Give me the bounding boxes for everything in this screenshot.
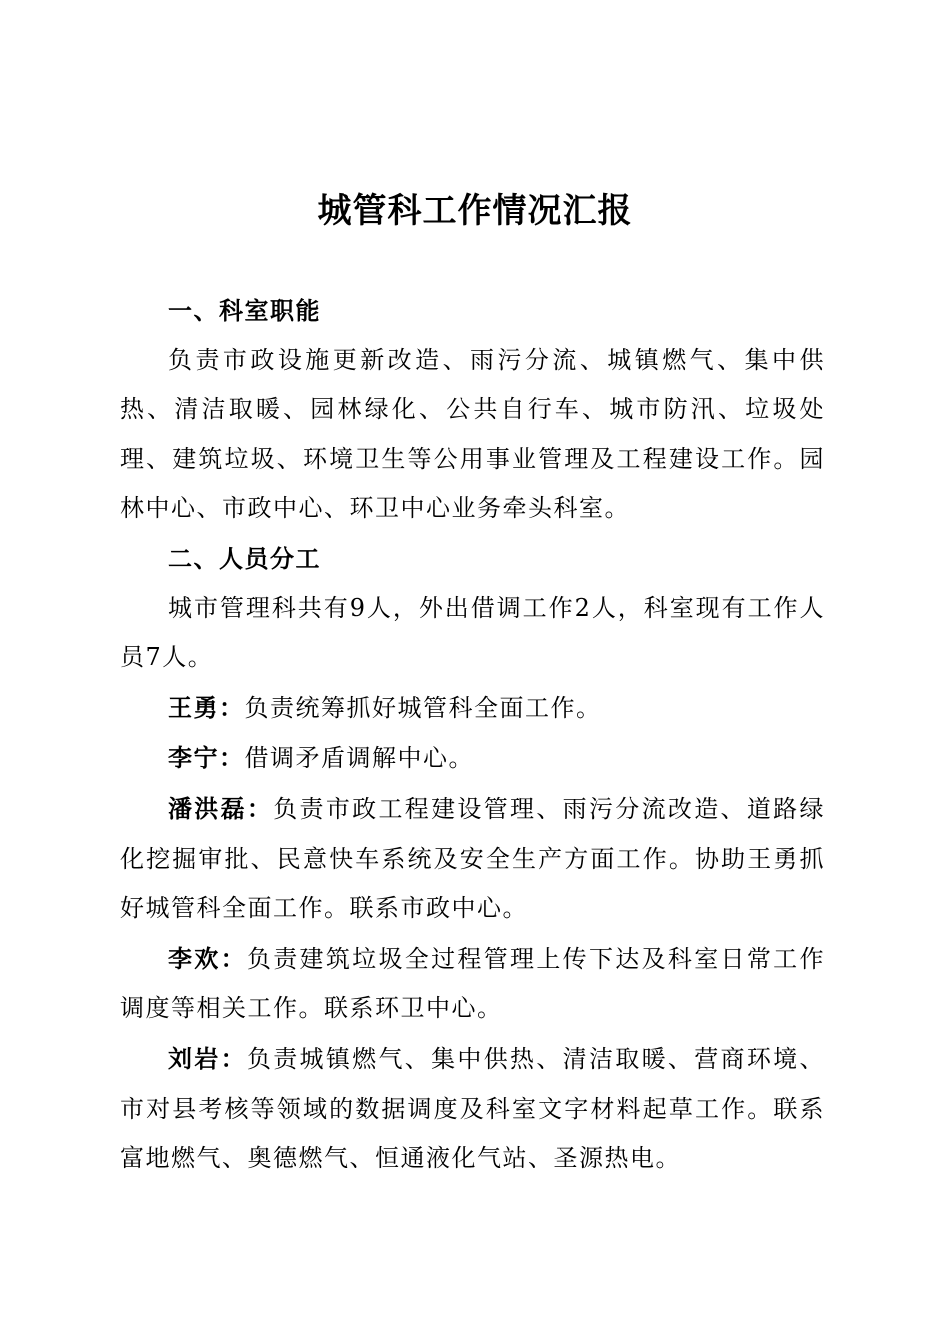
staff-paragraph-wang-yong <box>120 683 825 734</box>
staff-paragraph-pan-honglei <box>120 784 825 934</box>
staff-duty: 负责统筹抓好城管科全面工作。 <box>244 693 602 722</box>
staff-name: 王勇： <box>168 692 245 722</box>
section-heading-functions: 一、科室职能 <box>168 296 321 325</box>
staff-paragraph-li-huan <box>120 934 825 1034</box>
staff-duty: 负责市政工程建设管理、雨污分流改造、道路绿化挖掘审批、民意快车系统及安全生产方面工作。协助王勇抓好城管科全面工作。联系市政中心。 <box>120 794 825 923</box>
staff-duty: 借调矛盾调解中心。 <box>244 744 474 773</box>
staff-duty: 负责建筑垃圾全过程管理上传下达及科室日常工作调度等相关工作。联系环卫中心。 <box>120 944 825 1023</box>
staff-paragraph-li-ning <box>120 733 825 784</box>
section-heading-staffing: 二、人员分工 <box>168 543 321 573</box>
staff-name: 李欢： <box>168 943 247 973</box>
document-title: 城管科工作情况汇报 <box>317 191 633 231</box>
staff-name: 潘洪磊： <box>168 793 274 823</box>
document-body <box>120 286 825 1184</box>
staff-paragraph-liu-yan <box>120 1034 825 1184</box>
functions-paragraph: 负责市政设施更新改造、雨污分流、城镇燃气、集中供热、清洁取暖、园林绿化、公共自行车、城市防汛、垃圾处理、建筑垃圾、环境卫生等公用事业管理及工程建设工作。园林中心、市政中心、环卫中心业务牵头科室。 <box>120 345 825 523</box>
staff-name: 李宁： <box>168 743 245 773</box>
staff-duty: 负责城镇燃气、集中供热、清洁取暖、营商环境、市对县考核等领域的数据调度及科室文字材料起草工作。联系富地燃气、奥德燃气、恒通液化气站、圣源热电。 <box>120 1044 825 1173</box>
staffing-summary-paragraph: 城市管理科共有9人，外出借调工作2人，科室现有工作人员7人。 <box>120 593 825 672</box>
staff-name: 刘岩： <box>168 1043 247 1073</box>
